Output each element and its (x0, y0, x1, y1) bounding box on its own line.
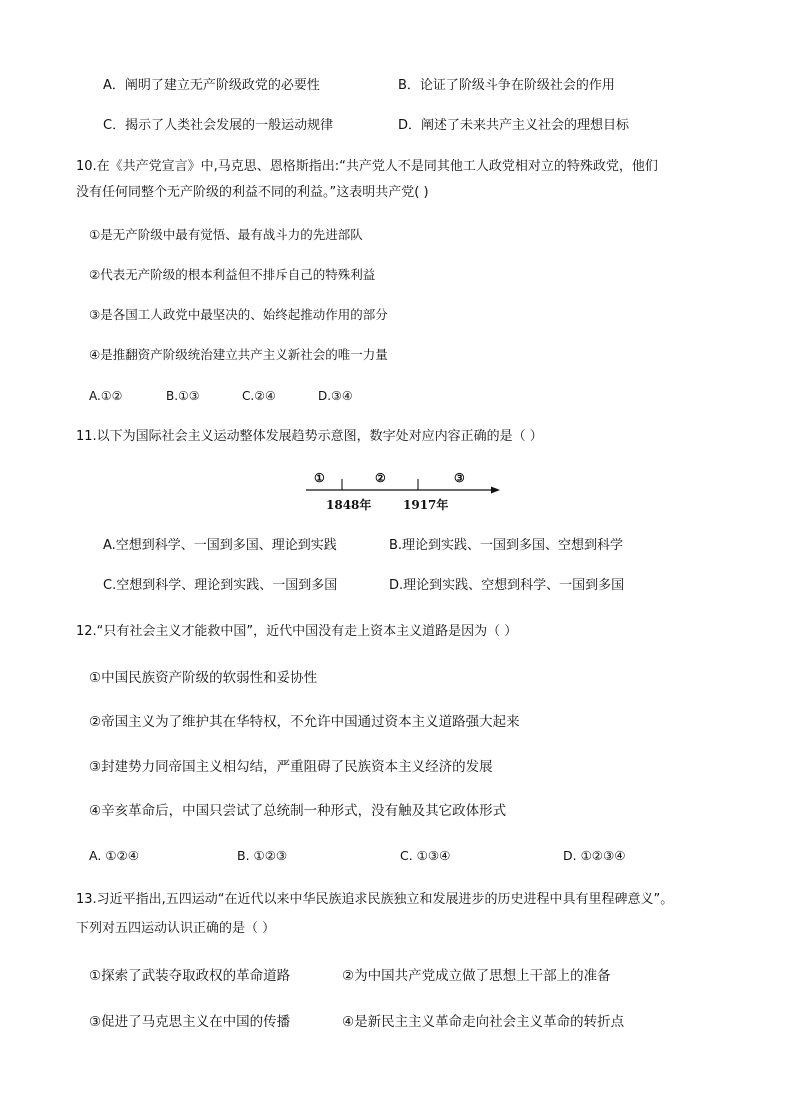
q12-item-4: ④辛亥革命后，中国只尝试了总统制一种形式，没有触及其它政体形式 (89, 803, 507, 819)
timeline-year-1917: 1917年 (403, 498, 449, 512)
q9-option-d: D．阐述了未来共产主义社会的理想目标 (398, 118, 630, 133)
q13-item-4: ④是新民主主义革命走向社会主义革命的转折点 (342, 1014, 625, 1030)
q12-option-c: C. ①③④ (400, 848, 451, 863)
q12-item-2: ②帝国主义为了维护其在华特权，不允许中国通过资本主义道路强大起来 (89, 714, 520, 730)
q9-option-a: A．阐明了建立无产阶级政党的必要性 (103, 78, 320, 93)
q10-option-b: B.①③ (166, 389, 200, 403)
q10-option-a: A.①② (89, 389, 123, 403)
q12-option-d: D. ①②③④ (563, 848, 626, 863)
q11-stem: 11.以下为国际社会主义运动整体发展趋势示意图，数字处对应内容正确的是（ ） (76, 429, 543, 444)
q12-option-a: A. ①②④ (89, 848, 139, 863)
q13-stem-line2: 下列对五四运动认识正确的是（ ） (76, 921, 276, 936)
q12-item-1: ①中国民族资产阶级的软弱性和妥协性 (89, 670, 318, 686)
q11-option-c: C.空想到科学、理论到实践、一国到多国 (103, 578, 338, 593)
q9-option-b: B．论证了阶级斗争在阶级社会的作用 (398, 78, 615, 93)
q13-item-2: ②为中国共产党成立做了思想上干部上的准备 (342, 968, 611, 984)
q10-item-3: ③是各国工人政党中最坚决的、始终起推动作用的部分 (89, 307, 388, 322)
q13-item-1: ①探索了武装夺取政权的革命道路 (89, 968, 291, 984)
timeline-year-1848: 1848年 (326, 498, 372, 512)
timeline-marker-2: ② (375, 471, 386, 485)
q12-option-b: B. ①②③ (237, 848, 288, 863)
timeline-diagram (300, 468, 510, 516)
q11-option-a: A.空想到科学、一国到多国、理论到实践 (103, 538, 337, 553)
q9-option-c: C．揭示了人类社会发展的一般运动规律 (103, 118, 334, 133)
q10-item-2: ②代表无产阶级的根本利益但不排斥自己的特殊利益 (89, 267, 376, 282)
q13-item-3: ③促进了马克思主义在中国的传播 (89, 1014, 291, 1030)
timeline-marker-1: ① (314, 471, 325, 485)
q12-stem: 12.“只有社会主义才能救中国”，近代中国没有走上资本主义道路是因为（ ） (76, 624, 518, 639)
q10-stem-line2: 没有任何同整个无产阶级的利益不同的利益。”这表明共产党( ) (76, 185, 429, 200)
timeline-marker-3: ③ (454, 471, 465, 485)
q10-option-c: C.②④ (242, 389, 276, 403)
q12-item-3: ③封建势力同帝国主义相勾结，严重阻碍了民族资本主义经济的发展 (89, 759, 493, 775)
q10-option-d: D.③④ (318, 389, 353, 403)
q13-stem-line1: 13.习近平指出,五四运动“在近代以来中华民族追求民族独立和发展进步的历史进程中具有里程碑意义”。 (76, 892, 674, 907)
q10-stem-line1: 10.在《共产党宣言》中,马克思、恩格斯指出:“共产党人不是同其他工人政党相对立的特殊政党，他们 (76, 159, 658, 174)
q10-item-1: ①是无产阶级中最有觉悟、最有战斗力的先进部队 (89, 227, 363, 242)
q11-option-b: B.理论到实践、一国到多国、空想到科学 (389, 538, 624, 553)
q11-option-d: D.理论到实践、空想到科学、一国到多国 (389, 578, 625, 593)
q10-item-4: ④是推翻资产阶级统治建立共产主义新社会的唯一力量 (89, 347, 388, 362)
